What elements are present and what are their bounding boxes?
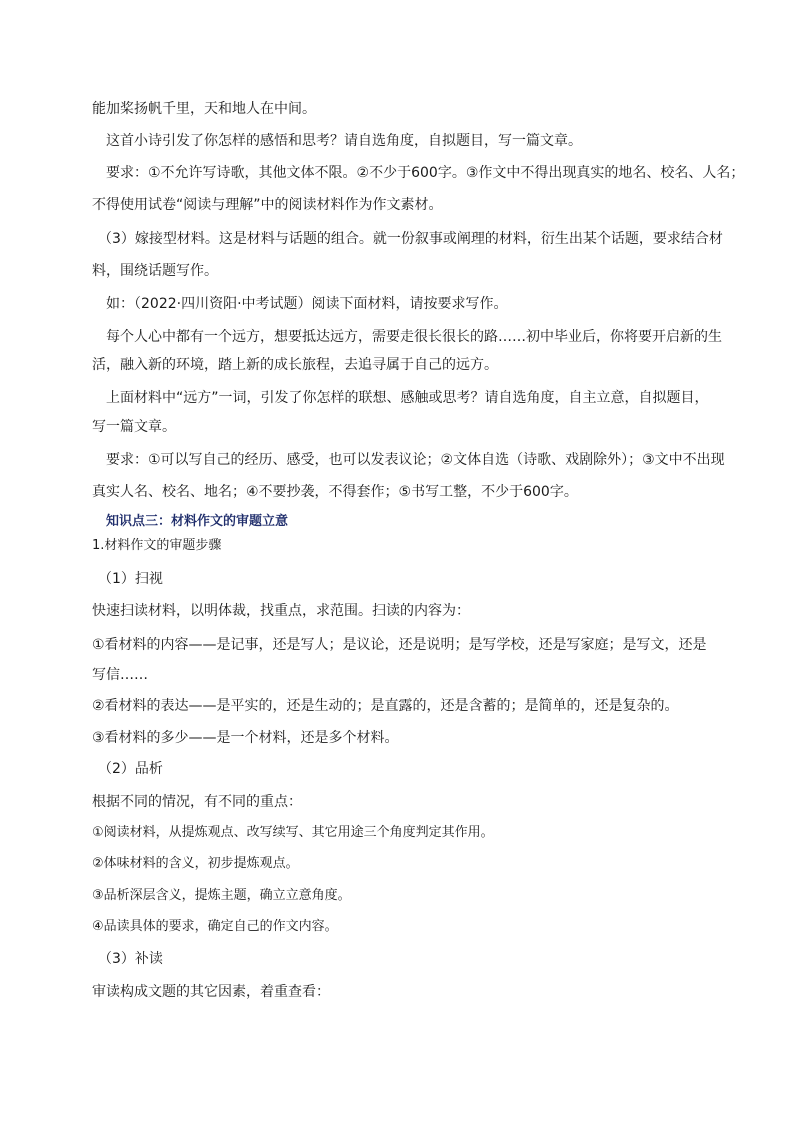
paragraph-line: 这首小诗引发了你怎样的感悟和思考？请自选角度，自拟题目，写一篇文章。 xyxy=(106,133,582,149)
paragraph-line: 如：（2022·四川资阳·中考试题）阅读下面材料，请按要求写作。 xyxy=(106,296,508,312)
paragraph-line: 能加桨扬帆千里，天和地人在中间。 xyxy=(92,101,316,117)
paragraph-line: ②体味材料的含义，初步提炼观点。 xyxy=(92,856,299,871)
paragraph-line: 快速扫读材料，以明体裁，找重点，求范围。扫读的内容为： xyxy=(92,603,470,619)
paragraph-line: 写信…… xyxy=(92,667,148,683)
paragraph-line: 要求：①不允许写诗歌，其他文体不限。②不少于600字。③作文中不得出现真实的地名、校名、人名； xyxy=(106,165,745,181)
paragraph-line: 上面材料中“远方”一词，引发了你怎样的联想、感触或思考？请自选角度，自主立意，自拟题目， xyxy=(106,390,709,406)
paragraph-line: ③品析深层含义，提炼主题，确立立意角度。 xyxy=(92,888,351,903)
paragraph-line: 根据不同的情况，有不同的重点： xyxy=(92,794,302,810)
paragraph-line: 活，融入新的环境，踏上新的成长旅程，去追寻属于自己的远方。 xyxy=(92,357,498,373)
paragraph-line: 每个人心中都有一个远方，想要抵达远方，需要走很长很长的路……初中毕业后，你将要开启新的生 xyxy=(106,329,722,345)
paragraph-line: ③看材料的多少——是一个材料，还是多个材料。 xyxy=(92,730,399,746)
paragraph-line: 审读构成文题的其它因素，着重查看： xyxy=(92,984,330,1000)
paragraph-line: ①看材料的内容——是记事，还是写人；是议论，还是说明；是写学校，还是写家庭；是写文，还是 xyxy=(92,637,707,653)
step-heading: （2）品析 xyxy=(98,761,163,777)
paragraph-line: ④品读具体的要求，确定自己的作文内容。 xyxy=(92,919,338,934)
paragraph-line: ②看材料的表达——是平实的，还是生动的；是直露的，还是含蓄的；是简单的，还是复杂的。 xyxy=(92,698,679,714)
paragraph-line: 不得使用试卷“阅读与理解”中的阅读材料作为作文素材。 xyxy=(92,197,443,213)
paragraph-line: 料，围绕话题写作。 xyxy=(92,263,218,279)
paragraph-line: ①阅读材料，从提炼观点、改写续写、其它用途三个角度判定其作用。 xyxy=(92,825,494,840)
step-heading: （3）补读 xyxy=(98,951,163,967)
paragraph-line: （3）嫁接型材料。这是材料与话题的组合。就一份叙事或阐理的材料，衍生出某个话题，要求结合材 xyxy=(98,231,723,247)
section-heading: 知识点三：材料作文的审题立意 xyxy=(106,514,289,529)
paragraph-line: 真实人名、校名、地名；④不要抄袭，不得套作；⑤书写工整，不少于600字。 xyxy=(92,484,578,500)
subsection-heading: 1.材料作文的审题步骤 xyxy=(92,538,222,553)
step-heading: （1）扫视 xyxy=(98,571,163,587)
paragraph-line: 要求：①可以写自己的经历、感受，也可以发表议论；②文体自选（诗歌、戏剧除外）；③文中不出现 xyxy=(106,452,725,468)
paragraph-line: 写一篇文章。 xyxy=(92,419,176,435)
